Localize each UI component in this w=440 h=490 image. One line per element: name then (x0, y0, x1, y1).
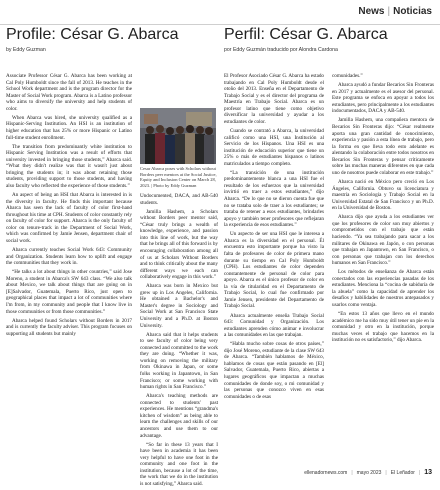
paragraph: Undocumented, DACA, and AB-540 students. (140, 193, 218, 206)
group-photo-image (140, 108, 216, 164)
paragraph: The transition from predominantly white institution to Hispanic Serving Institution was a result of efforts that university invested in bringing those students,” Abarca said. “What they didn't realize was that it wasn't just about bringing the students in; it was about retaining those students, providing support to those students, and having also faculty who reflected the experience of those students.” (6, 143, 132, 189)
spanish-byline: por Eddy Guzmán traducido por Alondra Cardona (224, 47, 338, 53)
section-tag (358, 6, 432, 17)
paragraph: Abarca said that it helps students to see faculty of color being very connected and committed to the work they are doing. “Whether it was, working on removing the military from Okinawa in Japan, or some folks working in Japantown, in San Francisco; or some working with human rights in San Francisco.” (140, 331, 218, 391)
paragraph: Abarca ayudó a fundar Becarios Sin Fronteras en 2017 y actualmente es el asesor del personal. Este programa se enfoca en apoyar a todos los estudiantes, pero principalmente a los estudiantes indocumentados, DACA y AB-540. (332, 82, 434, 115)
spanish-column-1 (224, 73, 324, 403)
paragraph: “La transición de una institución predominantemente blanca a una HSI fue el resultado de los esfuerzos que la universidad invirtió en traer a estos estudiantes,” dijo Abarca. “De lo que no se dieron cuenta fue que no se trataba solo de traer a los estudiantes; se trataba de retener a esos estudiantes, brindarles apoyo y también tener profesores que reflejaran la experiencia de esos estudiantes.” (224, 169, 324, 229)
paragraph: “Habla mucho sobre cosas de otros países,” dijo José Moreno, estudiante de la clase SW 643 de Abarca. “También hablamos de México, hablamos de cosas que están pasando en [El] Salvador, Guatemala, Puerto Rico, abiertas a lugares geográficos que impactan a muchas comunidades de donde soy, o mi comunidad y las personas que conozco viven en esas comunidades o de esas (224, 341, 324, 400)
paragraph: “So far in these 13 years that I have been in academia it has been very helpful to have one foot in the community and one foot in the institution, because a lot of the time, the work that we do in the institution is not satisfying,” Abarca said. (140, 441, 218, 487)
page-header (0, 0, 440, 22)
paragraph: Abarca helped found Scholars without Borders in 2017 and is currently the faculty adviser. This program focuses on supporting all students but mainly (6, 317, 132, 337)
paragraph: “He talks a lot about things in other countries,” said Jose Moreno, a student in Abarca's SW 643 class. “We also talk about Mexico, we talk about things that are going on in [E]Salvador, Guatemala, Puerto Rico, just open to geographical places that impact a lot of communities where I'm from, in my community and people that I know live in those communities or from those communities.” (6, 269, 132, 315)
section-tag-separator: | (387, 6, 391, 17)
header-rule (0, 24, 440, 25)
paragraph: El Profesor Asociado César G. Abarca ha estado trabajando en Cal Poly Humboldt desde el otoño del 2013. Enseña en el Departamento de Trabajo Social y es el director del programa de Maestría en Trabajo Social. Abarca es un profesor latino que tiene como objetivo diversificar la universidad y ayudar a los estudiantes de color. (224, 73, 324, 125)
footer-publication: El Leñador (390, 469, 415, 476)
footer-separator: | (351, 469, 353, 476)
spanish-column-2 (332, 73, 434, 346)
paragraph: Los métodos de enseñanza de Abarca están conectados con las experiencias pasadas de los estudiantes. Menciona la “cocina de sabiduría de la abuela” como la capacidad de aprender los desafíos y habilidades de nuestros antepasados y usarlos como ventaja. (332, 269, 434, 309)
article-photo (140, 108, 216, 164)
section-tag-english: News (358, 6, 385, 17)
page-number: 13 (424, 469, 432, 476)
section-tag-spanish: Noticias (393, 6, 432, 17)
footer-issue: mayo 2023 (356, 469, 382, 476)
paragraph: Abarca dijo que ayuda a los estudiantes ver que los profesores de color son muy abiertos y comprometidos con el trabajo que están haciendo. “Ya sea trabajando para sacar a los militares de Okinawa en Japón, o con personas que trabajan en Japantown, en San Francisco, o con personas que trabajan con los derechos humanos en San Francisco.” (332, 214, 434, 267)
english-title: Profile: César G. Abarca (6, 26, 179, 43)
paragraph: comunidades.” (332, 73, 363, 79)
spanish-title: Perfil: César G. Abarca (224, 26, 388, 43)
photo-caption: Cesar Abarca poses with Scholars without Borders peer mentors at the Social Justice, Equity and Inclusion Center on March 28, 2023. | Photo by Eddy Guzman (140, 166, 217, 188)
paragraph: Abarca actualmente enseña Trabajo Social 643: Comunidad y Organización. Los estudiantes aprenden cómo animar e involucrar a las comunidades en las que trabajan. (224, 312, 324, 339)
paragraph: Jamilla Hashem, a Scholars without Borders peer mentor said, “César truly brings a wealth of knowledge, experience, and passion into this line of work, but the way that he brings all of this forward is by encouraging collaboration among all of us at Scholars Without Borders and to think critically about the many different ways we each can collaboratively engage in this work.” (140, 208, 218, 281)
paragraph: Abarca nació en México pero creció en Los Ángeles, California. Obtuvo su licenciatura y maestría en Sociología y Trabajo Social en la Universidad Estatal de San Francisco y un Ph.D. en la Universidad de Boston. (332, 178, 434, 212)
paragraph: Abarca was born in Mexico but grew up in Los Angeles, California. He obtained a Bachelor's and Master's degree in Sociology and Social Work at San Francisco State University and a Ph.D. at Boston University. (140, 283, 218, 329)
english-byline: by Eddy Guzman (6, 47, 46, 53)
paragraph: Abarca currently teaches Social Work 643: Community and Organization. Students learn how to uplift and engage the communities that they work in. (6, 247, 132, 267)
paragraph: Un aspecto de ser una HSI que le interesa a Abarca es la diversidad en el personal. Él encuentra esto importante porque ha visto la falta de profesores de color de primera mano durante su tiempo en Cal Poly Humboldt (CPH). Los estudiantes de color dependen constantemente de personal de color para apoyo. Abarca es el único profesor de color en la vía de titularidad en el Departamento de Trabajo Social, lo cual fue confirmado por Jamie Jensen, presidente del Departamento de Trabajo Social. (224, 231, 324, 310)
footer-separator: | (418, 469, 421, 476)
paragraph: “En estos 13 años que llevo en el mundo académico me ha sido muy útil tener un pie en la comunidad y otro en la institución, porque muchas veces el trabajo que hacemos en la institución no es satisfactorio,” dijo Abarca. (332, 311, 434, 344)
english-column-1 (6, 73, 132, 340)
paragraph: Associate Professor César G. Abarca has been working at Cal Poly Humboldt since the fall of 2013. He teaches in the School Work department and is the program director for the Master of Social Work program. Abarca is a Latino professor who aims to diversify the university and help students of color. (6, 73, 132, 112)
paragraph: An aspect of being an HSI that Abarca is interested in is the diversity in faculty. He finds this important because Abarca has seen the lack of faculty of color first-hand throughout his time at CPH. Students of color constantly rely on faculty of color for support. Abarca is the only faculty of color on tenure-track in the Department of Social Work, which was confirmed by Jamie Jensen, department chair of social work. (6, 192, 132, 244)
paragraph: When Abarca was hired, she university qualified as a Hispanic-Serving Institution. An HSI is an institution of higher education that has 25% or more Hispanic or Latino full-time student enrollment. (6, 114, 132, 141)
footer-separator: | (385, 469, 387, 476)
footer-site: ellenadornews.com (304, 469, 348, 476)
paragraph: Jamilla Hashem, una compañera mentora de Becarios Sin Fronteras dijo: “César realmente aporta una gran cantidad de conocimiento, experiencia y pasión a esta línea de trabajo, pero la forma en que lleva todo esto adelante es alentando la colaboración entre todos nosotros en Becarios Sin Fronteras y pensar críticamente sobre las muchas maneras diferentes en que cada uno de nosotros puede colaborar en este trabajo.” (332, 117, 434, 176)
paragraph: Abarca's teaching methods are connected to students' past experiences. He mentions “grandma's kitchen of wisdom” as being able to learn the challenges and skills of our ancestors and use them to our advantage. (140, 393, 218, 439)
english-column-2 (140, 193, 218, 490)
paragraph: Cuando se contrató a Abarca, la universidad calificó como una HSI, una Institución al Servicio de los Hispanos. Una HSI es una institución de educación superior que tiene un 25% o más de estudiantes hispanos o latinos matriculados a tiempo completo. (224, 127, 324, 167)
page-footer (304, 469, 432, 476)
